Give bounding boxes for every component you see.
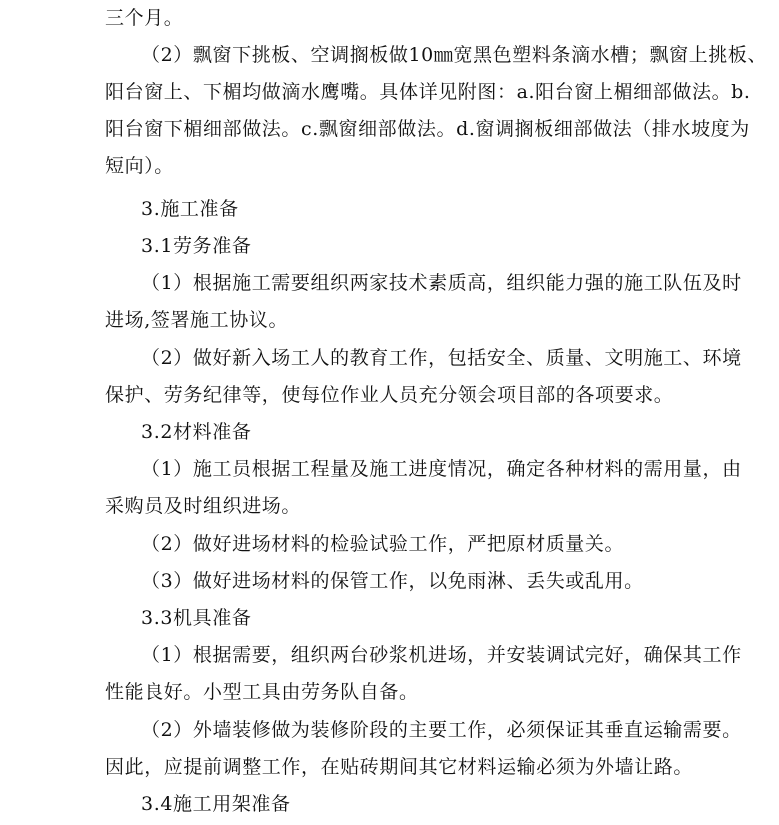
text-line-continuation: 三个月。 bbox=[105, 7, 184, 29]
text-line: 性能良好。小型工具由劳务队自备。 bbox=[105, 681, 419, 703]
subsection-heading-equipment: 3.3机具准备 bbox=[141, 607, 252, 629]
text-line: 阳台窗上、下楣均做滴水鹰嘴。具体详见附图：a.阳台窗上楣细部做法。b. bbox=[105, 81, 751, 103]
paragraph-drip-groove: （2）飘窗下挑板、空调搁板做10㎜宽黑色塑料条滴水槽；飘窗上挑板、 bbox=[141, 44, 768, 66]
subsection-heading-materials: 3.2材料准备 bbox=[141, 421, 252, 443]
text-line: 短向）。 bbox=[105, 155, 174, 177]
paragraph-materials-3: （3）做好进场材料的保管工作，以免雨淋、丢失或乱用。 bbox=[141, 570, 644, 592]
text-line: 阳台窗下楣细部做法。c.飘窗细部做法。d.窗调搁板细部做法（排水坡度为 bbox=[105, 118, 750, 140]
paragraph-materials-1: （1）施工员根据工程量及施工进度情况，确定各种材料的需用量，由 bbox=[141, 458, 742, 480]
text-line: 采购员及时组织进场。 bbox=[105, 495, 302, 517]
paragraph-materials-2: （2）做好进场材料的检验试验工作，严把原材质量关。 bbox=[141, 533, 625, 555]
text-line: 保护、劳务纪律等，使每位作业人员充分领会项目部的各项要求。 bbox=[105, 384, 674, 406]
text-line: 进场,签署施工协议。 bbox=[105, 309, 289, 331]
paragraph-equipment-2: （2）外墙装修做为装修阶段的主要工作，必须保证其垂直运输需要。 bbox=[141, 719, 742, 741]
paragraph-equipment-1: （1）根据需要，组织两台砂浆机进场，并安装调试完好，确保其工作 bbox=[141, 644, 742, 666]
subsection-heading-labor: 3.1劳务准备 bbox=[141, 235, 252, 257]
paragraph-labor-1: （1）根据施工需要组织两家技术素质高，组织能力强的施工队伍及时 bbox=[141, 272, 742, 294]
text-line: 因此，应提前调整工作，在贴砖期间其它材料运输必须为外墙让路。 bbox=[105, 756, 694, 778]
subsection-heading-scaffolding: 3.4施工用架准备 bbox=[141, 793, 291, 815]
section-heading-construction-preparation: 3.施工准备 bbox=[141, 198, 239, 220]
paragraph-labor-2: （2）做好新入场工人的教育工作，包括安全、质量、文明施工、环境 bbox=[141, 347, 742, 369]
